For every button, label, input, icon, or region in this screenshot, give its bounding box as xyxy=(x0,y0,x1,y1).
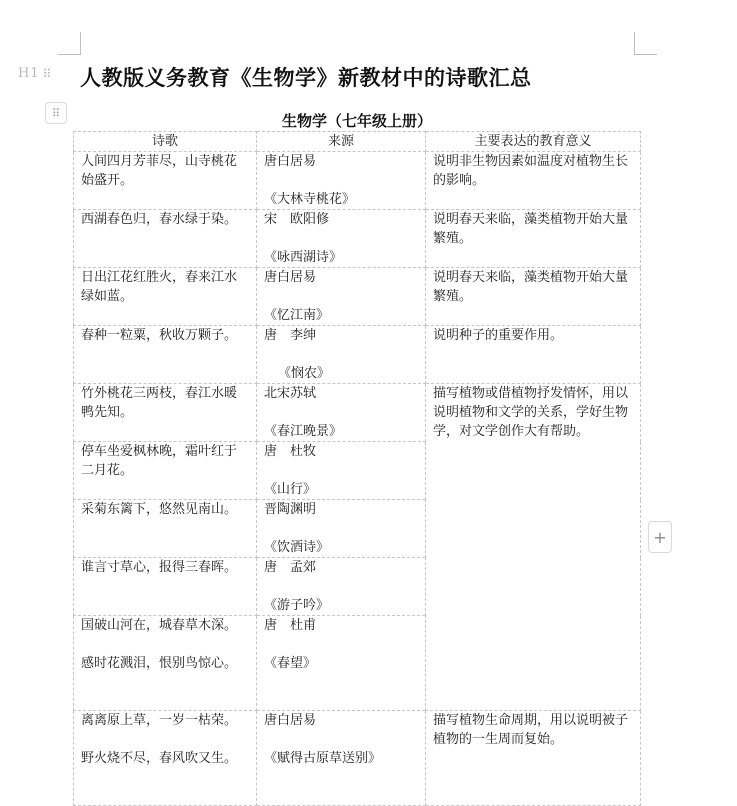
poem-line: 离离原上草，一岁一枯荣。 xyxy=(81,713,238,728)
source-cell[interactable] xyxy=(257,616,426,711)
poem-cell[interactable] xyxy=(74,210,257,268)
meaning-text: 说明春天来临，藻类植物开始大量繁殖。 xyxy=(433,212,629,246)
poem-line: 采菊东篱下，悠然见南山。 xyxy=(81,502,238,517)
source-author: 北宋苏轼 xyxy=(264,386,317,401)
table-header-row xyxy=(74,132,641,152)
plus-icon: + xyxy=(653,527,667,547)
poem-line: 停车坐爱枫林晚，霜叶红于二月花。 xyxy=(81,444,238,478)
source-work: 《游子吟》 xyxy=(264,598,330,613)
source-work: 《忆江南》 xyxy=(264,308,330,323)
drag-handle-icon: ⠿ xyxy=(51,106,61,120)
table-row xyxy=(74,384,641,442)
source-author: 唐白居易 xyxy=(264,270,317,285)
meaning-cell-merged[interactable] xyxy=(426,384,641,711)
source-work: 《饮酒诗》 xyxy=(264,540,330,555)
header-poem[interactable]: 诗歌 xyxy=(74,132,257,152)
source-cell[interactable] xyxy=(257,326,426,384)
poem-line: 国破山河在，城春草木深。 xyxy=(81,618,238,633)
meaning-text: 说明非生物因素如温度对植物生长的影响。 xyxy=(433,154,629,188)
meaning-cell[interactable] xyxy=(426,711,641,806)
meaning-text: 描写植物或借植物抒发情怀，用以说明植物和文学的关系，学好生物学，对文学创作大有帮助。 xyxy=(433,386,629,439)
document-title[interactable]: 人教版义务教育《生物学》新教材中的诗歌汇总 xyxy=(80,66,532,90)
poem-line: 人间四月芳菲尽，山寺桃花始盛开。 xyxy=(81,154,238,188)
source-work: 《山行》 xyxy=(264,482,317,497)
poem-line: 野火烧不尽，春风吹又生。 xyxy=(81,751,238,766)
poem-cell[interactable] xyxy=(74,152,257,210)
poem-cell[interactable] xyxy=(74,442,257,500)
poem-cell[interactable] xyxy=(74,326,257,384)
poem-cell[interactable] xyxy=(74,711,257,806)
source-cell[interactable] xyxy=(257,442,426,500)
source-cell[interactable] xyxy=(257,152,426,210)
source-author: 宋 欧阳修 xyxy=(264,212,330,227)
source-cell[interactable] xyxy=(257,558,426,616)
source-cell[interactable] xyxy=(257,210,426,268)
poem-line: 谁言寸草心，报得三春晖。 xyxy=(81,560,238,575)
source-cell[interactable] xyxy=(257,500,426,558)
meaning-text: 说明春天来临，藻类植物开始大量繁殖。 xyxy=(433,270,629,304)
poem-line: 日出江花红胜火，春来江水绿如蓝。 xyxy=(81,270,238,304)
poem-cell[interactable] xyxy=(74,500,257,558)
source-cell[interactable] xyxy=(257,268,426,326)
table-row xyxy=(74,152,641,210)
table-row xyxy=(74,711,641,806)
header-source[interactable]: 来源 xyxy=(257,132,426,152)
source-author: 唐 杜甫 xyxy=(264,618,317,633)
table-row xyxy=(74,326,641,384)
source-work: 《咏西湖诗》 xyxy=(264,250,343,265)
table-row xyxy=(74,210,641,268)
source-author: 唐白居易 xyxy=(264,713,317,728)
meaning-text: 描写植物生命周期，用以说明被子植物的一生周而复始。 xyxy=(433,713,629,747)
meaning-text: 说明种子的重要作用。 xyxy=(433,328,564,343)
poem-line: 春种一粒粟，秋收万颗子。 xyxy=(81,328,238,343)
drag-handle-icon: ⠿ xyxy=(42,66,53,81)
source-author: 唐 杜牧 xyxy=(264,444,317,459)
source-author: 唐白居易 xyxy=(264,154,317,169)
poem-line: 感时花溅泪，恨别鸟惊心。 xyxy=(81,656,238,671)
meaning-cell[interactable] xyxy=(426,210,641,268)
table-block-handle[interactable] xyxy=(45,102,67,124)
source-author: 晋陶渊明 xyxy=(264,502,317,517)
source-cell[interactable] xyxy=(257,384,426,442)
meaning-cell[interactable] xyxy=(426,268,641,326)
page-corner-top-right xyxy=(634,32,657,55)
source-work: 《春望》 xyxy=(264,656,317,671)
heading-level-icon: H1 xyxy=(18,66,40,81)
poems-table xyxy=(73,131,641,806)
source-work: 《赋得古原草送别》 xyxy=(264,751,382,766)
poem-cell[interactable] xyxy=(74,616,257,711)
source-work: 《悯农》 xyxy=(278,366,331,381)
source-work: 《大林寺桃花》 xyxy=(264,192,356,207)
poem-cell[interactable] xyxy=(74,268,257,326)
source-work: 《春江晚景》 xyxy=(264,424,343,439)
page-corner-top-left xyxy=(58,32,81,55)
header-meaning[interactable]: 主要表达的教育意义 xyxy=(426,132,641,152)
heading-block-handle[interactable] xyxy=(18,66,52,81)
source-cell[interactable] xyxy=(257,711,426,806)
poem-line: 西湖春色归，春水绿于染。 xyxy=(81,212,238,227)
poem-line: 竹外桃花三两枝，春江水暖鸭先知。 xyxy=(81,386,238,420)
add-column-button[interactable] xyxy=(648,521,672,553)
poem-cell[interactable] xyxy=(74,384,257,442)
poem-cell[interactable] xyxy=(74,558,257,616)
source-author: 唐 李绅 xyxy=(264,328,317,343)
meaning-cell[interactable] xyxy=(426,326,641,384)
table-row xyxy=(74,268,641,326)
meaning-cell[interactable] xyxy=(426,152,641,210)
source-author: 唐 孟郊 xyxy=(264,560,317,575)
table-title[interactable]: 生物学（七年级上册） xyxy=(281,112,432,130)
